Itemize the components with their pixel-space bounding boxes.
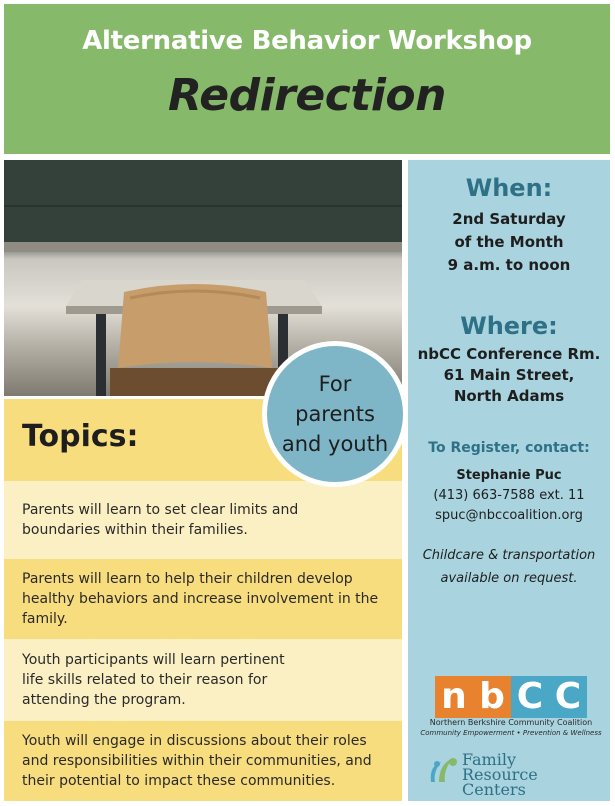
where-line-2: 61 Main Street, (443, 366, 575, 384)
family-resource-centers-logo (462, 752, 602, 797)
frc-line-2: Resource Centers (462, 765, 538, 799)
contact-phone[interactable]: (413) 663-7588 ext. 11 (433, 488, 585, 503)
when-line-2: of the Month (454, 233, 564, 251)
register-heading: To Register, contact: (428, 440, 590, 456)
audience-badge (262, 341, 408, 487)
topic-text-2: Parents will learn to help their children develop healthy behaviors and increase involvement in the family. (22, 571, 379, 627)
frc-line-1: Family (462, 750, 516, 769)
where-line-1: nbCC Conference Rm. (417, 345, 601, 363)
logo-letter-n: n (435, 676, 473, 718)
childcare-note-line-1: Childcare & transportation (422, 548, 596, 563)
childcare-note-line-2: available on request. (440, 571, 578, 586)
contact-name: Stephanie Puc (456, 468, 562, 483)
workshop-subtitle: Alternative Behavior Workshop (82, 26, 532, 56)
topic-item (4, 481, 402, 559)
workshop-title: Redirection (168, 70, 446, 121)
topic-text-3: Youth participants will learn pertinent life skills related to their reason for attending the program. (22, 652, 285, 708)
when-line-1: 2nd Saturday (452, 210, 566, 228)
when-line-3: 9 a.m. to noon (447, 256, 571, 274)
logo-letter-b: b (473, 676, 511, 718)
logo-letter-c: C (511, 676, 549, 718)
header-banner (4, 4, 610, 154)
nbcc-logo (435, 676, 587, 718)
contact-email[interactable]: spuc@nbccoalition.org (435, 508, 583, 523)
topic-item (4, 639, 402, 721)
topic-text-1: Parents will learn to set clear limits and boundaries within their families. (22, 502, 299, 538)
logo-letter-c: C (549, 676, 587, 718)
audience-badge-text: For parents and youth (281, 372, 389, 456)
topic-item (4, 559, 402, 639)
coalition-name: Northern Berkshire Community Coalition (429, 718, 593, 727)
topic-text-4: Youth will engage in discussions about their roles and responsibilities within their communities, and their potential to impact these communities. (22, 733, 372, 789)
topics-heading: Topics: (22, 419, 139, 454)
where-line-3: North Adams (453, 387, 565, 405)
family-resource-centers-icon (425, 752, 465, 786)
when-heading: When: (465, 174, 553, 202)
coalition-tagline: Community Empowerment • Prevention & Wellness (420, 729, 602, 737)
where-heading: Where: (460, 312, 558, 340)
topic-item (4, 721, 402, 801)
